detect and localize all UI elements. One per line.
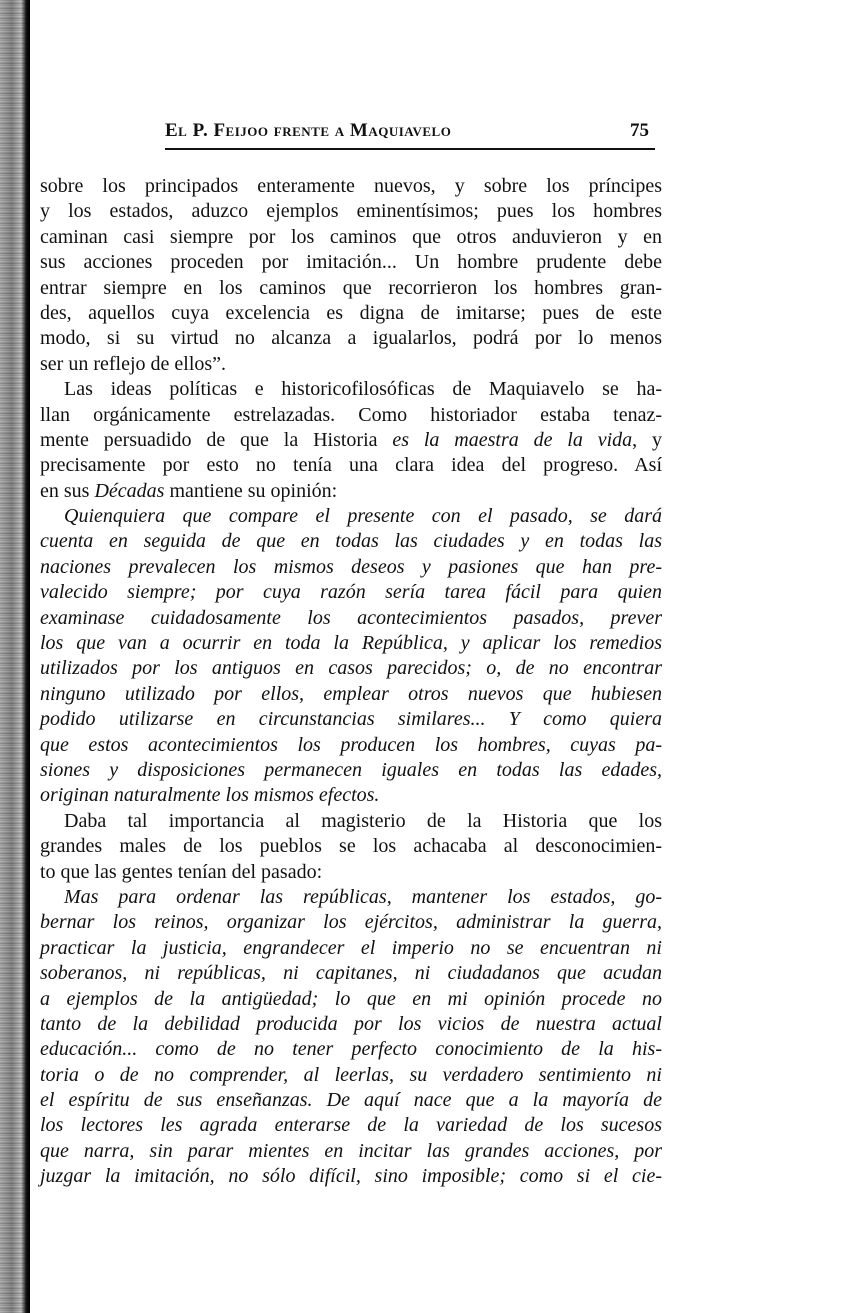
text-line: practicar la justicia, engrandecer el imperio no se encuentran ni	[40, 936, 662, 959]
text-line: siones y disposiciones permanecen iguales en todas las edades,	[40, 758, 662, 781]
paragraph-ideas-politicas	[40, 377, 662, 504]
page-number: 75	[630, 120, 649, 141]
text-line: sus acciones proceden por imitación... Un hombre prudente debe	[40, 251, 662, 274]
text-line: valecido siempre; por cuya razón sería tarea fácil para quien	[40, 581, 662, 604]
text-fragment: en sus	[40, 479, 95, 502]
text-line: podido utilizarse en circunstancias similares... Y como quiera	[40, 708, 662, 731]
text-line: originan naturalmente los mismos efectos.	[40, 784, 380, 807]
running-title: El P. Feijoo frente a Maquiavelo	[165, 120, 452, 141]
text-line: a ejemplos de la antigüedad; lo que en mi opinión procede no	[40, 987, 662, 1010]
running-head	[165, 118, 655, 150]
text-line: el espíritu de sus enseñanzas. De aquí nace que a la mayoría de	[40, 1089, 662, 1112]
text-line: Las ideas políticas e historicofilosóficas de Maquiavelo se ha-	[64, 378, 662, 401]
text-line: naciones prevalecen los mismos deseos y pasiones que han pre-	[40, 555, 662, 578]
text-line: cuenta en seguida de que en todas las ciudades y en todas las	[40, 530, 662, 553]
text-line: que narra, sin parar mientes en incitar las grandes acciones, por	[40, 1139, 662, 1162]
text-line: los lectores les agrada enterarse de la variedad de los sucesos	[40, 1114, 662, 1137]
text-line: sobre los principados enteramente nuevos, y sobre los príncipes	[40, 175, 662, 197]
text-line: los que van a ocurrir en toda la República, y aplicar los remedios	[40, 632, 662, 655]
text-line: to que las gentes tenían del pasado:	[40, 860, 323, 883]
text-line: llan orgánicamente estrelazadas. Como historiador estaba tenaz-	[40, 403, 662, 426]
text-line: modo, si su virtud no alcanza a igualarlos, podrá por lo menos	[40, 327, 662, 350]
block-quote-decadas	[40, 504, 662, 809]
text-line: toria o de no comprender, al leerlas, su verdadero sentimiento ni	[40, 1063, 662, 1086]
text-line: soberanos, ni repúblicas, ni capitanes, ni ciudadanos que acudan	[40, 962, 662, 985]
text-line: que estos acontecimientos los producen los hombres, cuyas pa-	[40, 733, 662, 756]
paragraph-magisterio-historia	[40, 809, 662, 885]
paragraph-continuation	[40, 174, 662, 377]
text-line: entrar siempre en los caminos que recorrieron los hombres gran-	[40, 276, 662, 299]
text-line: bernar los reinos, organizar los ejércitos, administrar la guerra,	[40, 911, 662, 934]
text-line: Quienquiera que compare el presente con el pasado, se dará	[64, 505, 662, 528]
text-line: examinase cuidadosamente los acontecimientos pasados, prever	[40, 606, 662, 629]
text-fragment: mantiene su opinión:	[164, 479, 338, 502]
text-line: juzgar la imitación, no sólo difícil, sino imposible; como si el cie-	[40, 1165, 662, 1188]
text-line: ninguno utilizado por ellos, emplear otros nuevos que hubiesen	[40, 682, 662, 705]
text-line: y los estados, aduzco ejemplos eminentísimos; pues los hombres	[40, 200, 662, 223]
text-line: Mas para ordenar las repúblicas, mantener los estados, go-	[64, 885, 662, 908]
text-fragment: , y	[632, 428, 663, 451]
book-binding-edge	[0, 0, 30, 1313]
text-line: ser un reflejo de ellos”.	[40, 352, 227, 375]
text-line: utilizados por los antiguos en casos parecidos; o, de no encontrar	[40, 657, 662, 680]
text-line: grandes males de los pueblos se los achacaba al desconocimien-	[40, 835, 662, 858]
text-line	[40, 479, 662, 504]
block-quote-republicas	[40, 885, 662, 1190]
text-line: des, aquellos cuya excelencia es digna de imitarse; pues de este	[40, 301, 662, 324]
italic-title: Décadas	[94, 479, 165, 502]
text-line: caminan casi siempre por los caminos que otros anduvieron y en	[40, 225, 662, 248]
text-fragment: mente persuadido de que la Historia	[40, 428, 393, 451]
body-text	[40, 174, 662, 1190]
text-line	[40, 428, 662, 453]
text-line: precisamente por esto no tenía una clara idea del progreso. Así	[40, 454, 662, 477]
italic-phrase: es la maestra de la vida	[392, 428, 633, 451]
text-line: educación... como de no tener perfecto conocimiento de la his-	[40, 1038, 662, 1061]
text-line: Daba tal importancia al magisterio de la Historia que los	[64, 809, 662, 832]
text-line: tanto de la debilidad producida por los vicios de nuestra actual	[40, 1012, 662, 1035]
